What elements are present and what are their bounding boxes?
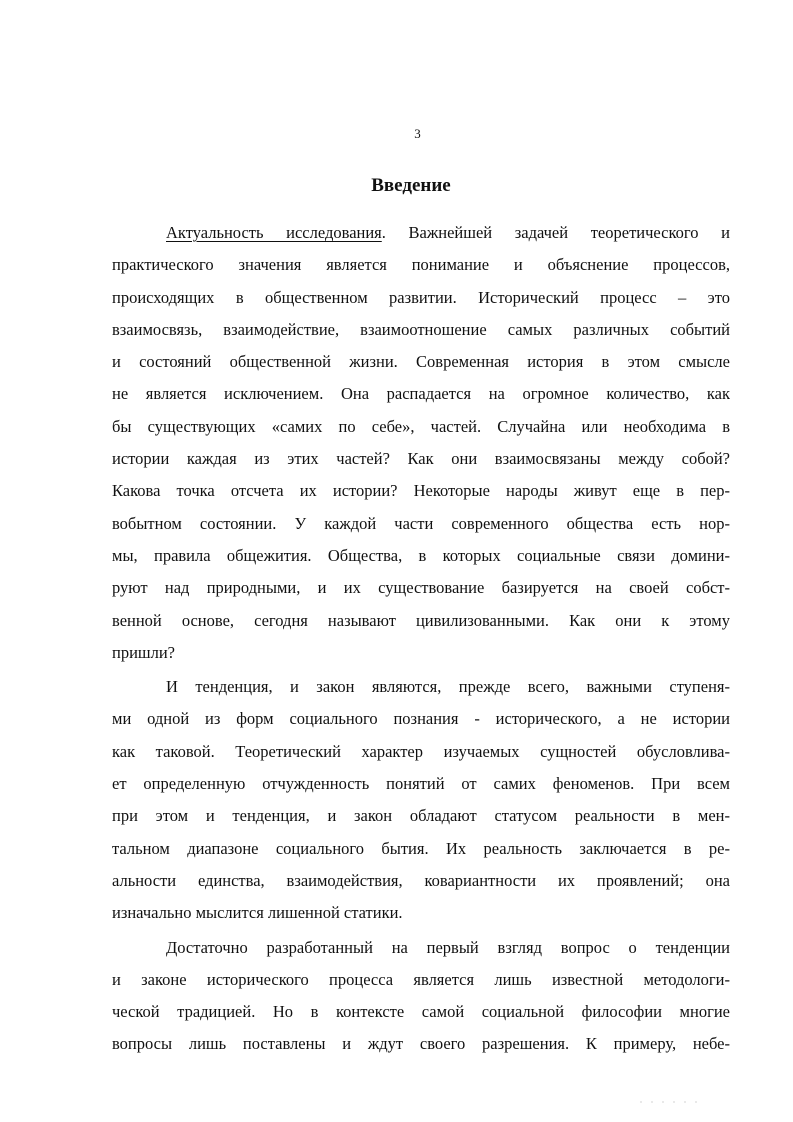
text-line: Какова точка отсчета их истории? Некоторые народы живут еще в пер- xyxy=(112,481,730,501)
text-line: мы, правила общежития. Общества, в которых социальные связи домини- xyxy=(112,545,730,565)
paragraph-1-line-1-rest: . Важнейшей задачей теоретического и xyxy=(381,223,730,242)
text-line: венной основе, сегодня называют цивилизованными. Как они к этому xyxy=(112,610,730,630)
text-line: ми одной из форм социального познания - исторического, а не истории xyxy=(112,709,730,729)
text-line: бы существующих «самих по себе», частей. Случайна или необходима в xyxy=(112,416,730,436)
text-line: альности единства, взаимодействия, ковариантности их проявлений; она xyxy=(112,870,730,890)
text-line: тальном диапазоне социального бытия. Их реальность заключается в ре- xyxy=(112,838,730,858)
text-line: пришли? xyxy=(112,642,176,662)
text-line: вопросы лишь поставлены и ждут своего разрешения. К примеру, небе- xyxy=(112,1034,730,1054)
text-line: как таковой. Теоретический характер изучаемых сущностей обусловлива- xyxy=(112,741,730,761)
topic-relevance-heading: Актуальность исследования xyxy=(166,223,382,242)
text-line: и законе исторического процесса является лишь известной методологи- xyxy=(112,969,730,989)
text-line: истории каждая из этих частей? Как они взаимосвязаны между собой? xyxy=(112,449,730,469)
section-title: Введение xyxy=(371,175,451,196)
scan-artifact xyxy=(640,1090,730,1100)
text-line: руют над природными, и их существование базируется на своей собст- xyxy=(112,578,730,598)
text-line: Достаточно разработанный на первый взгляд вопрос о тенденции xyxy=(166,937,730,957)
text-line: взаимосвязь, взаимодействие, взаимоотношение самых различных событий xyxy=(112,319,730,339)
text-line: практического значения является понимание и объяснение процессов, xyxy=(112,255,730,275)
text-line: не является исключением. Она распадается на огромное количество, как xyxy=(112,384,730,404)
text-line: и состояний общественной жизни. Современная история в этом смысле xyxy=(112,352,730,372)
text-line: изначально мыслится лишенной статики. xyxy=(112,903,403,923)
text-line: ет определенную отчужденность понятий от самих феноменов. При всем xyxy=(112,774,730,794)
text-line: И тенденция, и закон являются, прежде всего, важными ступеня- xyxy=(166,677,730,697)
text-line: при этом и тенденция, и закон обладают статусом реальности в мен- xyxy=(112,806,730,826)
paragraph-1-line-1 xyxy=(112,217,730,249)
body-text xyxy=(112,217,730,1061)
text-line: вобытном состоянии. У каждой части современного общества есть нор- xyxy=(112,513,730,533)
page-number: 3 xyxy=(414,126,421,141)
text-line: происходящих в общественном развитии. Исторический процесс – это xyxy=(112,287,730,307)
text-line: ческой традицией. Но в контексте самой социальной философии многие xyxy=(112,1002,730,1022)
